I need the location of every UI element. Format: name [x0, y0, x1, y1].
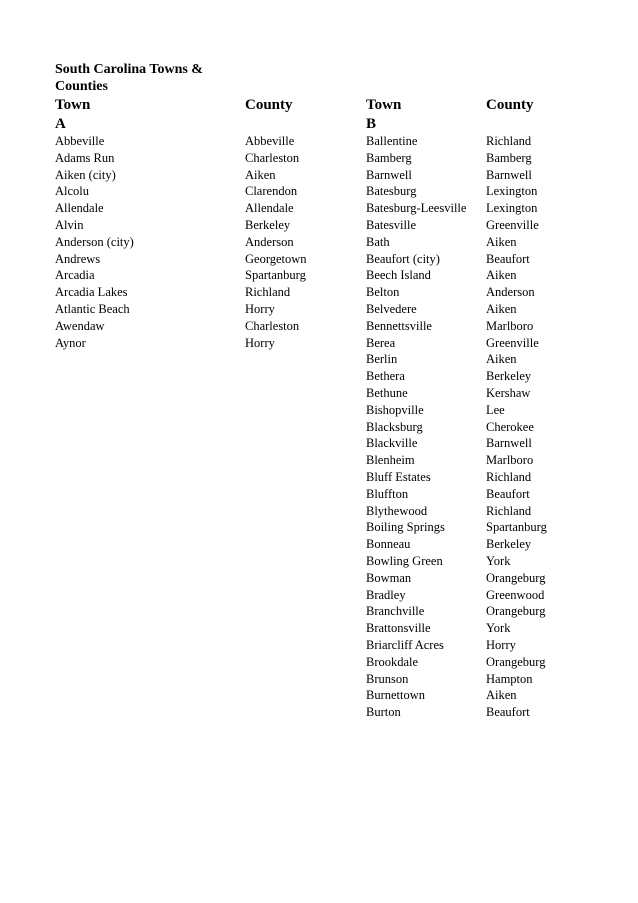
county-name: Aiken: [486, 268, 517, 283]
county-name: Hampton: [486, 671, 533, 686]
town-name: Beaufort (city): [366, 251, 440, 266]
town-name: Blenheim: [366, 453, 415, 468]
county-name: Lexington: [486, 201, 538, 216]
town-name: Brookdale: [366, 654, 419, 669]
town-name: Batesburg: [366, 184, 417, 199]
section-letter-b: B: [366, 116, 377, 132]
county-name: Richland: [486, 134, 532, 148]
county-name: Anderson: [486, 285, 535, 300]
town-name: Bamberg: [366, 150, 412, 165]
county-name: Beaufort: [486, 486, 530, 501]
county-name: Lee: [486, 402, 505, 417]
county-name: Kershaw: [486, 385, 531, 400]
county-name: Spartanburg: [245, 268, 306, 283]
town-name: Alvin: [55, 217, 84, 232]
town-name: Belvedere: [366, 301, 417, 316]
town-name: Bennettsville: [366, 318, 432, 333]
county-name: Berkeley: [486, 369, 532, 384]
column-header-town-b: Town: [366, 97, 402, 113]
county-name: York: [486, 621, 511, 636]
county-name: Richland: [486, 469, 532, 484]
county-name: Cherokee: [486, 419, 534, 434]
county-name: Aiken: [486, 301, 517, 316]
county-name: Richland: [486, 503, 532, 518]
county-name: Allendale: [245, 201, 294, 216]
county-name: Beaufort: [486, 251, 530, 266]
town-name: Berlin: [366, 352, 398, 367]
county-name: Clarendon: [245, 184, 298, 199]
town-name: Belton: [366, 285, 400, 300]
town-name: Aiken (city): [55, 167, 116, 182]
county-name: Greenwood: [486, 587, 545, 602]
town-name: Bath: [366, 234, 390, 249]
county-name: Bamberg: [486, 150, 532, 165]
column-header-county-b: County: [486, 97, 534, 113]
town-name: Alcolu: [55, 184, 90, 199]
county-name: Orangeburg: [486, 604, 546, 619]
counties-list-b: [486, 133, 547, 721]
town-name: Bowman: [366, 570, 412, 585]
county-name: Berkeley: [245, 217, 291, 232]
page-title: South Carolina Towns & Counties: [55, 62, 203, 94]
county-name: Greenville: [486, 335, 539, 350]
town-name: Bluffton: [366, 486, 409, 501]
column-header-town-a: Town: [55, 97, 91, 113]
town-name: Bethune: [366, 385, 408, 400]
county-name: Horry: [245, 335, 275, 350]
county-name: Barnwell: [486, 167, 532, 182]
town-name: Briarcliff Acres: [366, 637, 444, 652]
county-name: Horry: [486, 637, 516, 652]
town-name: Atlantic Beach: [55, 301, 130, 316]
town-name: Andrews: [55, 251, 101, 266]
county-name: Charleston: [245, 150, 300, 165]
town-name: Brattonsville: [366, 621, 431, 636]
county-name: Georgetown: [245, 251, 307, 266]
county-name: Orangeburg: [486, 654, 546, 669]
town-name: Burton: [366, 705, 401, 720]
town-name: Brunson: [366, 671, 409, 686]
county-name: Marlboro: [486, 453, 534, 468]
county-name: Abbeville: [245, 134, 295, 148]
county-name: Greenville: [486, 217, 539, 232]
county-name: Spartanburg: [486, 520, 547, 535]
town-name: Blythewood: [366, 503, 428, 518]
county-name: Richland: [245, 285, 291, 300]
town-name: Adams Run: [55, 150, 115, 165]
town-name: Awendaw: [55, 318, 105, 333]
town-name: Beech Island: [366, 268, 431, 283]
town-name: Burnettown: [366, 688, 426, 703]
town-name: Aynor: [55, 335, 86, 350]
town-name: Bowling Green: [366, 553, 443, 568]
town-name: Ballentine: [366, 134, 418, 148]
column-header-county-a: County: [245, 97, 293, 113]
towns-list-b: [366, 133, 466, 721]
town-name: Barnwell: [366, 167, 412, 182]
section-letter-a: A: [55, 116, 66, 132]
town-name: Bishopville: [366, 402, 424, 417]
town-name: Bethera: [366, 369, 405, 384]
town-name: Branchville: [366, 604, 425, 619]
towns-list-a: [55, 133, 134, 351]
town-name: Blackville: [366, 436, 418, 451]
county-name: Berkeley: [486, 537, 532, 552]
town-name: Arcadia Lakes: [55, 285, 128, 300]
town-name: Allendale: [55, 201, 104, 216]
town-name: Anderson (city): [55, 234, 134, 249]
town-name: Arcadia: [55, 268, 95, 283]
town-name: Bonneau: [366, 537, 411, 552]
county-name: Beaufort: [486, 705, 530, 720]
county-name: Barnwell: [486, 436, 532, 451]
county-name: Charleston: [245, 318, 300, 333]
county-name: York: [486, 553, 511, 568]
county-name: Orangeburg: [486, 570, 546, 585]
town-name: Batesburg-Leesville: [366, 201, 467, 216]
county-name: Aiken: [486, 352, 517, 367]
town-name: Boiling Springs: [366, 520, 445, 535]
town-name: Abbeville: [55, 134, 105, 148]
town-name: Blacksburg: [366, 419, 423, 434]
county-name: Aiken: [486, 688, 517, 703]
town-name: Berea: [366, 335, 396, 350]
county-name: Horry: [245, 301, 275, 316]
county-name: Aiken: [245, 167, 276, 182]
county-name: Aiken: [486, 234, 517, 249]
counties-list-a: [245, 133, 307, 351]
county-name: Anderson: [245, 234, 294, 249]
town-name: Bradley: [366, 587, 406, 602]
county-name: Lexington: [486, 184, 538, 199]
county-name: Marlboro: [486, 318, 534, 333]
town-name: Bluff Estates: [366, 469, 431, 484]
town-name: Batesville: [366, 217, 416, 232]
